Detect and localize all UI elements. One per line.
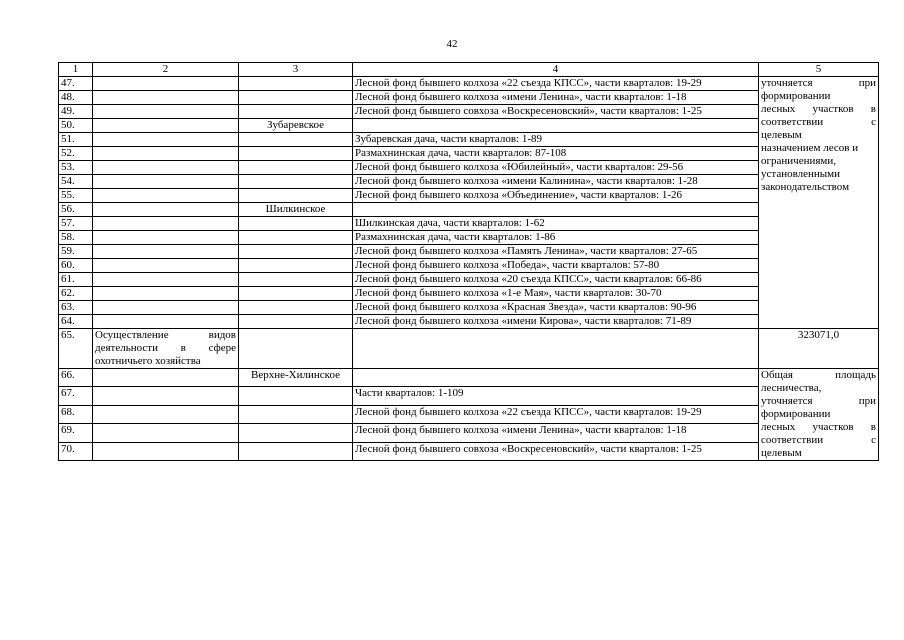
row-number: 63. bbox=[59, 301, 93, 315]
district-cell: Зубаревское bbox=[239, 119, 353, 133]
area-note-line: целевым bbox=[761, 447, 802, 459]
table-row bbox=[59, 147, 879, 161]
forest-description: Лесной фонд бывшего колхоза «22 съезда КПСС», части кварталов: 19-29 bbox=[353, 77, 759, 91]
forest-description: Шилкинская дача, части кварталов: 1-62 bbox=[353, 217, 759, 231]
activity-cell bbox=[93, 133, 239, 147]
district-cell bbox=[239, 77, 353, 91]
activity-cell bbox=[93, 315, 239, 329]
district-cell bbox=[239, 287, 353, 301]
district-cell bbox=[239, 259, 353, 273]
area-note-line: назначением лесов и bbox=[761, 142, 859, 154]
activity-line: Осуществление видов bbox=[95, 329, 236, 341]
forest-description: Лесной фонд бывшего колхоза «имени Ленина», части кварталов: 1-18 bbox=[353, 91, 759, 105]
district-cell bbox=[239, 329, 353, 369]
area-note-line: лесничества, bbox=[761, 382, 822, 394]
row-number: 66. bbox=[59, 369, 93, 387]
forest-description: Лесной фонд бывшего колхоза «20 съезда КПСС», части кварталов: 66-86 bbox=[353, 273, 759, 287]
table-row bbox=[59, 119, 879, 133]
district-cell bbox=[239, 161, 353, 175]
area-note-line: формировании bbox=[761, 90, 831, 102]
district-cell bbox=[239, 105, 353, 119]
forest-description: Зубаревская дача, части кварталов: 1-89 bbox=[353, 133, 759, 147]
area-note-line: целевым bbox=[761, 129, 802, 141]
table-row bbox=[59, 77, 879, 91]
district-cell bbox=[239, 133, 353, 147]
activity-cell bbox=[93, 203, 239, 217]
forest-description: Лесной фонд бывшего совхоза «Воскресеновский», части кварталов: 1-25 bbox=[353, 105, 759, 119]
district-cell bbox=[239, 442, 353, 460]
row-number: 55. bbox=[59, 189, 93, 203]
district-cell bbox=[239, 424, 353, 442]
area-note bbox=[759, 77, 879, 329]
activity-cell bbox=[93, 405, 239, 423]
row-number: 62. bbox=[59, 287, 93, 301]
forest-description bbox=[353, 329, 759, 369]
district-cell: Шилкинское bbox=[239, 203, 353, 217]
row-number: 65. bbox=[59, 329, 93, 369]
activity-cell bbox=[93, 91, 239, 105]
table-row bbox=[59, 231, 879, 245]
district-cell: Верхне-Хилинское bbox=[239, 369, 353, 387]
activity-cell bbox=[93, 387, 239, 405]
area-note-line: ограничениями, bbox=[761, 155, 837, 167]
row-number: 59. bbox=[59, 245, 93, 259]
table-row bbox=[59, 203, 879, 217]
forest-description bbox=[353, 369, 759, 387]
activity-cell bbox=[93, 77, 239, 91]
table-row bbox=[59, 189, 879, 203]
activity-cell bbox=[93, 217, 239, 231]
row-number: 53. bbox=[59, 161, 93, 175]
area-note-line: установленными bbox=[761, 168, 841, 180]
row-number: 49. bbox=[59, 105, 93, 119]
activity-cell bbox=[93, 105, 239, 119]
row-number: 61. bbox=[59, 273, 93, 287]
district-cell bbox=[239, 231, 353, 245]
activity-cell bbox=[93, 442, 239, 460]
forest-description: Лесной фонд бывшего совхоза «Воскресеновский», части кварталов: 1-25 bbox=[353, 442, 759, 460]
row-number: 54. bbox=[59, 175, 93, 189]
area-note-line: соответствии с bbox=[761, 116, 876, 128]
header-cell: 5 bbox=[759, 63, 879, 77]
activity-cell bbox=[93, 119, 239, 133]
activity-line: деятельности в сфере bbox=[95, 342, 236, 354]
area-note bbox=[759, 369, 879, 461]
forest-description: Лесной фонд бывшего колхоза «Победа», части кварталов: 57-80 bbox=[353, 259, 759, 273]
activity-cell bbox=[93, 329, 239, 369]
table-row bbox=[59, 245, 879, 259]
area-note-line: лесных участков в bbox=[761, 421, 876, 433]
header-cell: 1 bbox=[59, 63, 93, 77]
forest-description: Части кварталов: 1-109 bbox=[353, 387, 759, 405]
table-row bbox=[59, 287, 879, 301]
district-cell bbox=[239, 147, 353, 161]
forest-description: Размахнинская дача, части кварталов: 1-86 bbox=[353, 231, 759, 245]
forest-description: Лесной фонд бывшего колхоза «1-е Мая», части кварталов: 30-70 bbox=[353, 287, 759, 301]
activity-cell bbox=[93, 245, 239, 259]
page-number: 42 bbox=[446, 38, 458, 50]
row-number: 58. bbox=[59, 231, 93, 245]
table-row bbox=[59, 329, 879, 369]
header-row bbox=[59, 63, 879, 77]
row-number: 60. bbox=[59, 259, 93, 273]
table-row bbox=[59, 105, 879, 119]
row-number: 50. bbox=[59, 119, 93, 133]
forest-description: Лесной фонд бывшего колхоза «имени Ленина», части кварталов: 1-18 bbox=[353, 424, 759, 442]
table-row bbox=[59, 133, 879, 147]
row-number: 68. bbox=[59, 405, 93, 423]
activity-cell bbox=[93, 189, 239, 203]
district-cell bbox=[239, 217, 353, 231]
area-value: 323071,0 bbox=[759, 329, 879, 369]
district-cell bbox=[239, 387, 353, 405]
activity-cell bbox=[93, 273, 239, 287]
forest-description bbox=[353, 119, 759, 133]
row-number: 67. bbox=[59, 387, 93, 405]
table-row bbox=[59, 91, 879, 105]
activity-line: охотничьего хозяйства bbox=[95, 355, 201, 367]
area-note-line: Общая площадь bbox=[761, 369, 876, 381]
table-row bbox=[59, 259, 879, 273]
table-row bbox=[59, 369, 879, 387]
area-note-line: уточняется при bbox=[761, 77, 876, 89]
table-row bbox=[59, 387, 879, 405]
row-number: 48. bbox=[59, 91, 93, 105]
row-number: 51. bbox=[59, 133, 93, 147]
table-row bbox=[59, 315, 879, 329]
activity-cell bbox=[93, 287, 239, 301]
activity-cell bbox=[93, 147, 239, 161]
district-cell bbox=[239, 405, 353, 423]
table-row bbox=[59, 442, 879, 460]
row-number: 56. bbox=[59, 203, 93, 217]
district-cell bbox=[239, 245, 353, 259]
area-note-line: лесных участков в bbox=[761, 103, 876, 115]
table-row bbox=[59, 175, 879, 189]
activity-cell bbox=[93, 161, 239, 175]
forest-table bbox=[58, 62, 879, 461]
area-note-line: формировании bbox=[761, 408, 831, 420]
row-number: 52. bbox=[59, 147, 93, 161]
row-number: 47. bbox=[59, 77, 93, 91]
district-cell bbox=[239, 301, 353, 315]
district-cell bbox=[239, 315, 353, 329]
district-cell bbox=[239, 175, 353, 189]
activity-cell bbox=[93, 259, 239, 273]
header-cell: 4 bbox=[353, 63, 759, 77]
district-cell bbox=[239, 91, 353, 105]
activity-cell bbox=[93, 175, 239, 189]
area-note-line: законодательством bbox=[761, 181, 850, 193]
table-row bbox=[59, 424, 879, 442]
forest-description: Лесной фонд бывшего колхоза «Память Ленина», части кварталов: 27-65 bbox=[353, 245, 759, 259]
area-note-line: уточняется при bbox=[761, 395, 876, 407]
activity-cell bbox=[93, 424, 239, 442]
row-number: 70. bbox=[59, 442, 93, 460]
forest-description: Лесной фонд бывшего колхоза «22 съезда КПСС», части кварталов: 19-29 bbox=[353, 405, 759, 423]
activity-cell bbox=[93, 231, 239, 245]
forest-description bbox=[353, 203, 759, 217]
forest-description: Лесной фонд бывшего колхоза «Объединение», части кварталов: 1-26 bbox=[353, 189, 759, 203]
forest-description: Лесной фонд бывшего колхоза «Красная Звезда», части кварталов: 90-96 bbox=[353, 301, 759, 315]
area-note-line: соответствии с bbox=[761, 434, 876, 446]
header-cell: 3 bbox=[239, 63, 353, 77]
table-row bbox=[59, 301, 879, 315]
activity-cell bbox=[93, 301, 239, 315]
row-number: 57. bbox=[59, 217, 93, 231]
row-number: 69. bbox=[59, 424, 93, 442]
forest-description: Размахнинская дача, части кварталов: 87-108 bbox=[353, 147, 759, 161]
activity-cell bbox=[93, 369, 239, 387]
table-row bbox=[59, 217, 879, 231]
table-row bbox=[59, 273, 879, 287]
table-row bbox=[59, 405, 879, 423]
district-cell bbox=[239, 273, 353, 287]
row-number: 64. bbox=[59, 315, 93, 329]
district-cell bbox=[239, 189, 353, 203]
forest-description: Лесной фонд бывшего колхоза «Юбилейный», части кварталов: 29-56 bbox=[353, 161, 759, 175]
forest-description: Лесной фонд бывшего колхоза «имени Калинина», части кварталов: 1-28 bbox=[353, 175, 759, 189]
forest-description: Лесной фонд бывшего колхоза «имени Кирова», части кварталов: 71-89 bbox=[353, 315, 759, 329]
table-row bbox=[59, 161, 879, 175]
header-cell: 2 bbox=[93, 63, 239, 77]
